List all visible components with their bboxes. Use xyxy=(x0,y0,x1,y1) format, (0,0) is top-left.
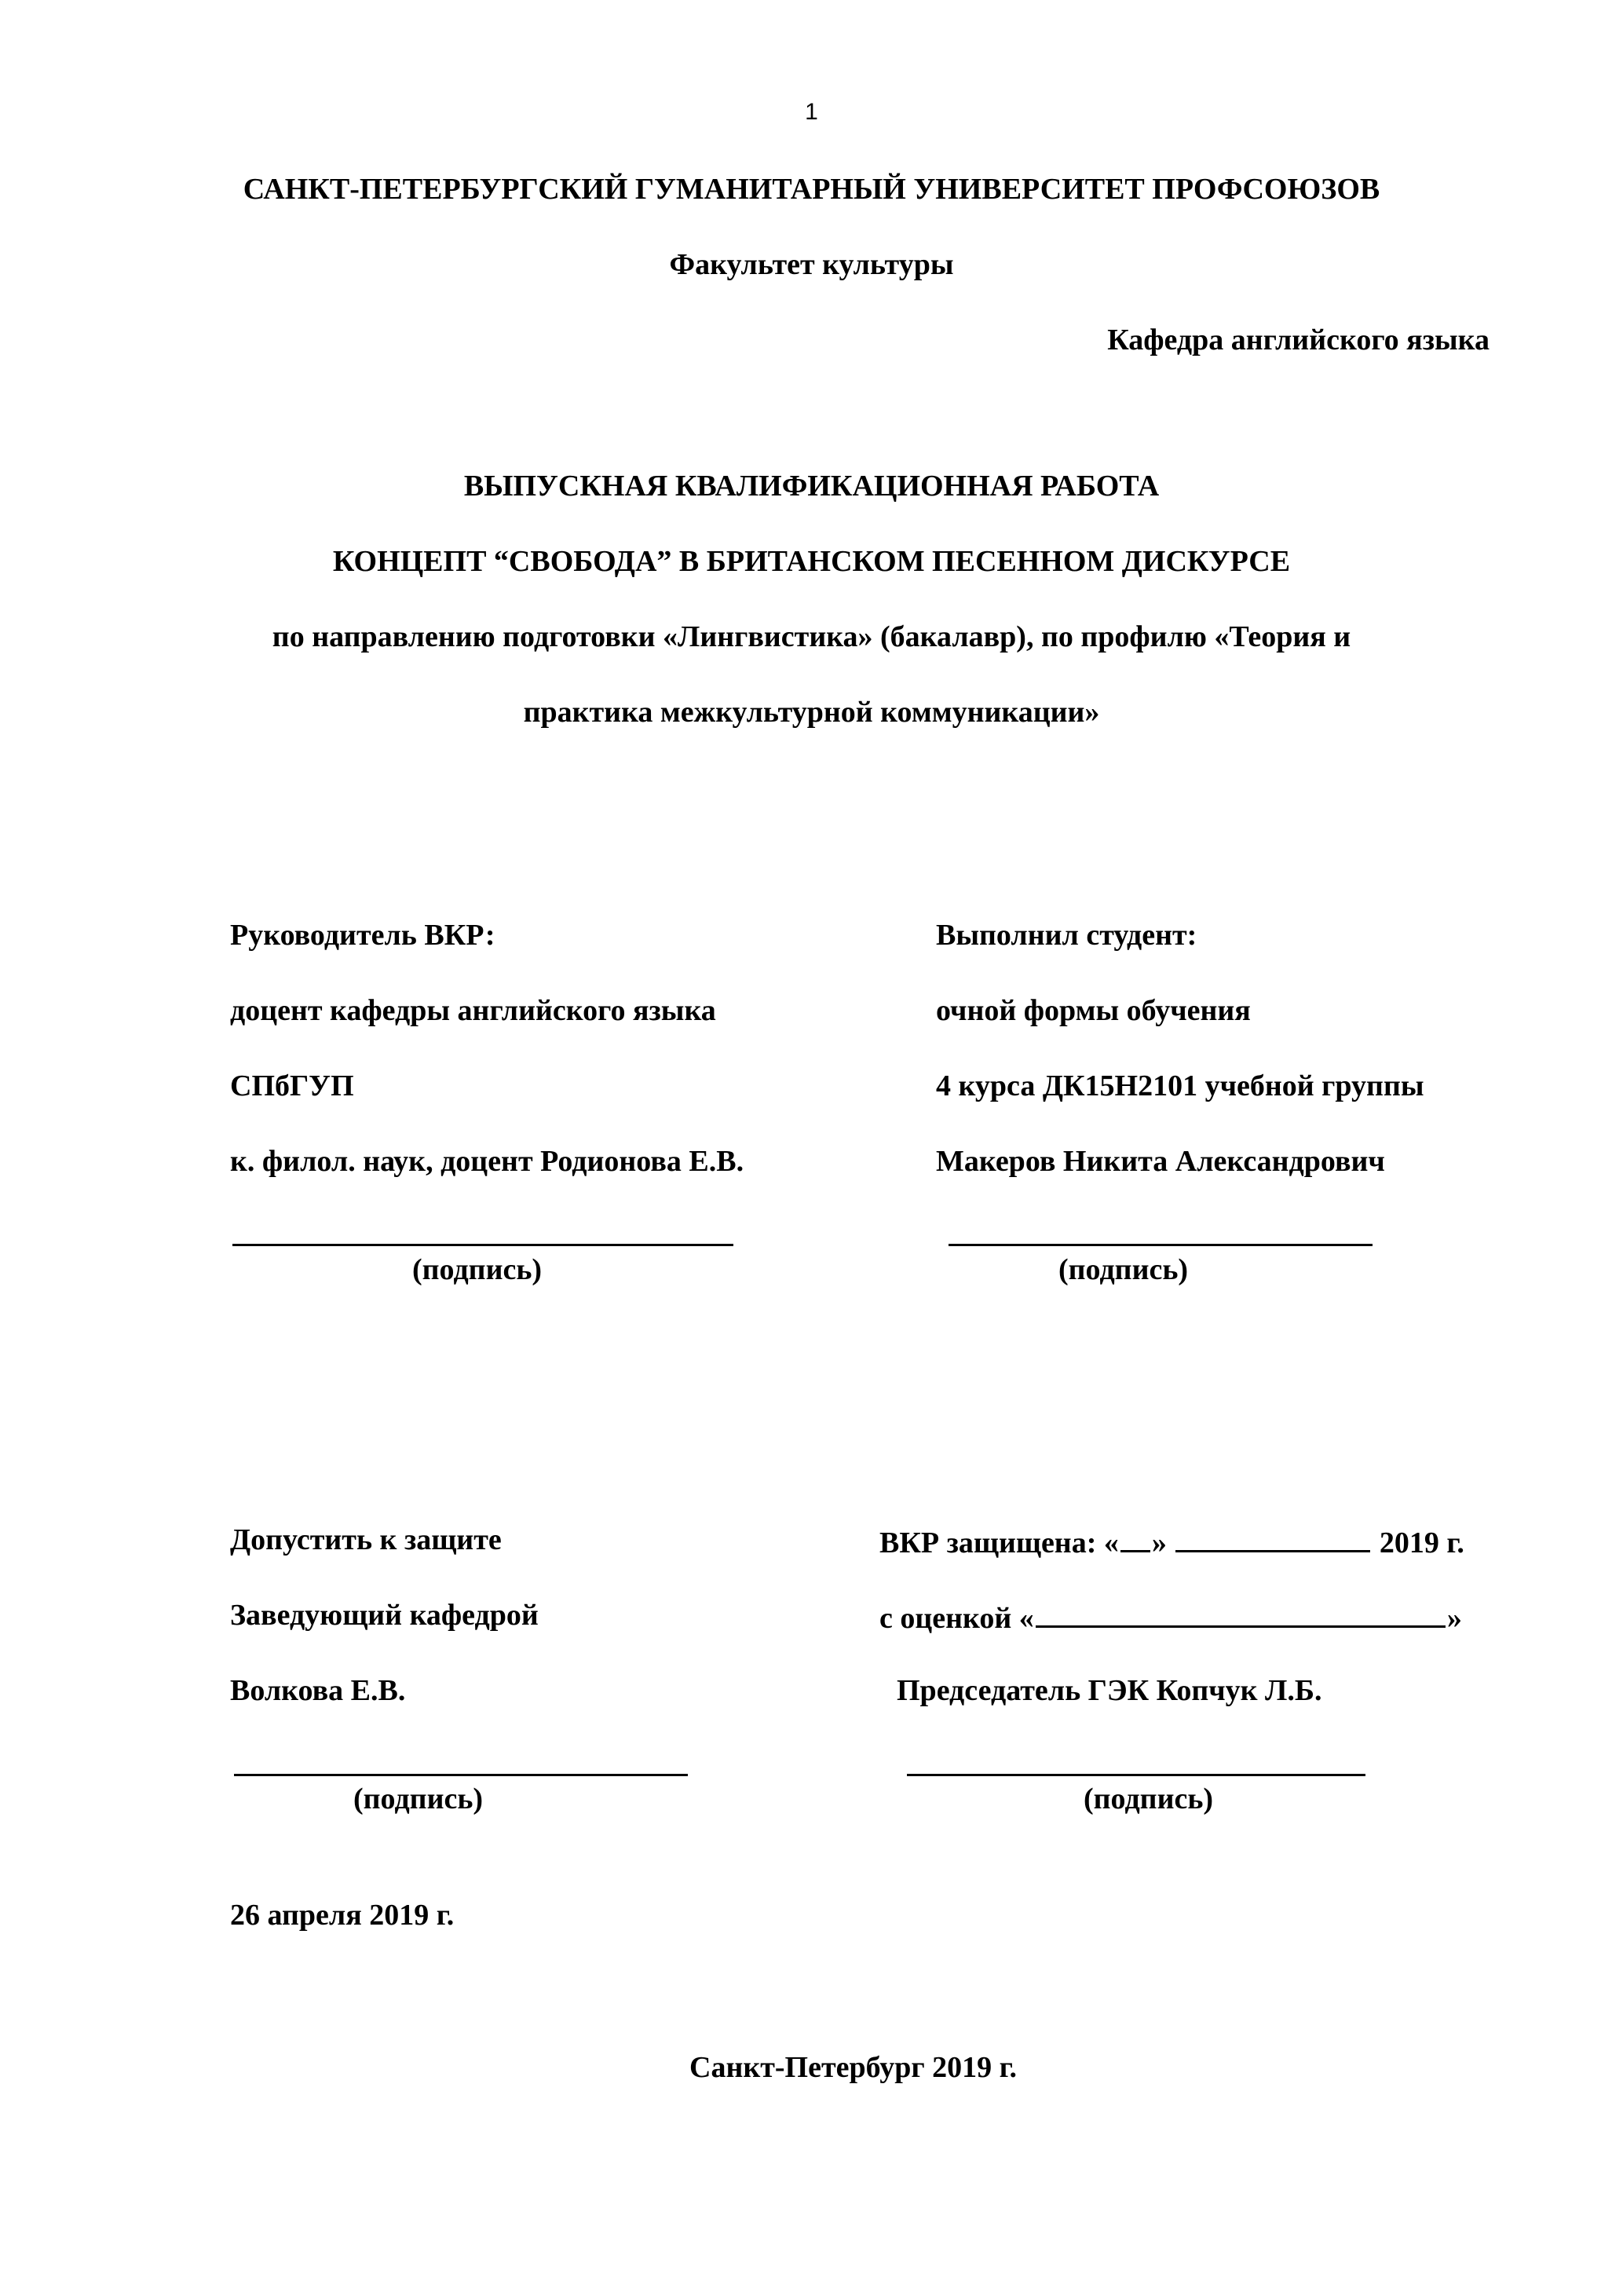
student-form: очной формы обучения xyxy=(936,994,1251,1027)
defense-label: ВКР защищена: « xyxy=(879,1526,1119,1559)
work-type: ВЫПУСКНАЯ КВАЛИФИКАЦИОННАЯ РАБОТА xyxy=(463,470,1160,503)
admission-date: 26 апреля 2019 г. xyxy=(230,1899,455,1932)
student-signature-label: (подпись) xyxy=(1058,1253,1189,1286)
direction-line-1: по направлению подготовки «Лингвистика» (бакалавр), по профилю «Теория и xyxy=(272,620,1351,653)
defense-month-blank xyxy=(1175,1525,1370,1552)
supervisor-name: к. филол. наук, доцент Родионова Е.В. xyxy=(230,1145,744,1178)
student-signature-line xyxy=(949,1244,1373,1246)
student-group: 4 курса ДК15Н2101 учебной группы xyxy=(936,1069,1424,1102)
supervisor-org: СПбГУП xyxy=(230,1069,354,1102)
page-number: 1 xyxy=(805,99,818,125)
defense-year: 2019 г. xyxy=(1379,1526,1464,1559)
defense-day-blank xyxy=(1120,1525,1150,1552)
defense-date-line xyxy=(879,1525,1464,1558)
direction-line-2: практика межкультурной коммуникации» xyxy=(523,696,1100,729)
supervisor-signature-label: (подпись) xyxy=(412,1253,543,1286)
grade-blank xyxy=(1036,1600,1446,1628)
head-signature-label: (подпись) xyxy=(353,1782,484,1815)
supervisor-signature-line xyxy=(232,1244,733,1246)
grade-close: » xyxy=(1446,1602,1462,1635)
chair-signature-line xyxy=(907,1774,1365,1776)
head-of-department-name: Волкова Е.В. xyxy=(230,1674,406,1707)
defense-label-close: » xyxy=(1151,1526,1167,1559)
head-of-department-role: Заведующий кафедрой xyxy=(230,1599,539,1632)
student-name: Макеров Никита Александрович xyxy=(936,1145,1385,1178)
department-name: Кафедра английского языка xyxy=(1107,324,1490,356)
admission-label: Допустить к защите xyxy=(230,1523,502,1556)
supervisor-label: Руководитель ВКР: xyxy=(230,919,495,952)
city-year: Санкт-Петербург 2019 г. xyxy=(689,2051,1018,2084)
defense-grade-line xyxy=(879,1600,1462,1633)
university-name: САНКТ-ПЕТЕРБУРГСКИЙ ГУМАНИТАРНЫЙ УНИВЕРСИТЕТ ПРОФСОЮЗОВ xyxy=(243,173,1380,206)
grade-label: с оценкой « xyxy=(879,1602,1034,1635)
chair-signature-label: (подпись) xyxy=(1084,1782,1214,1815)
supervisor-position: доцент кафедры английского языка xyxy=(230,994,716,1027)
student-label: Выполнил студент: xyxy=(936,919,1197,952)
work-topic: КОНЦЕПТ “СВОБОДА” В БРИТАНСКОМ ПЕСЕННОМ ДИСКУРСЕ xyxy=(332,545,1291,578)
head-signature-line xyxy=(234,1774,688,1776)
commission-chair: Председатель ГЭК Копчук Л.Б. xyxy=(897,1674,1322,1707)
faculty-name: Факультет культуры xyxy=(669,248,954,281)
